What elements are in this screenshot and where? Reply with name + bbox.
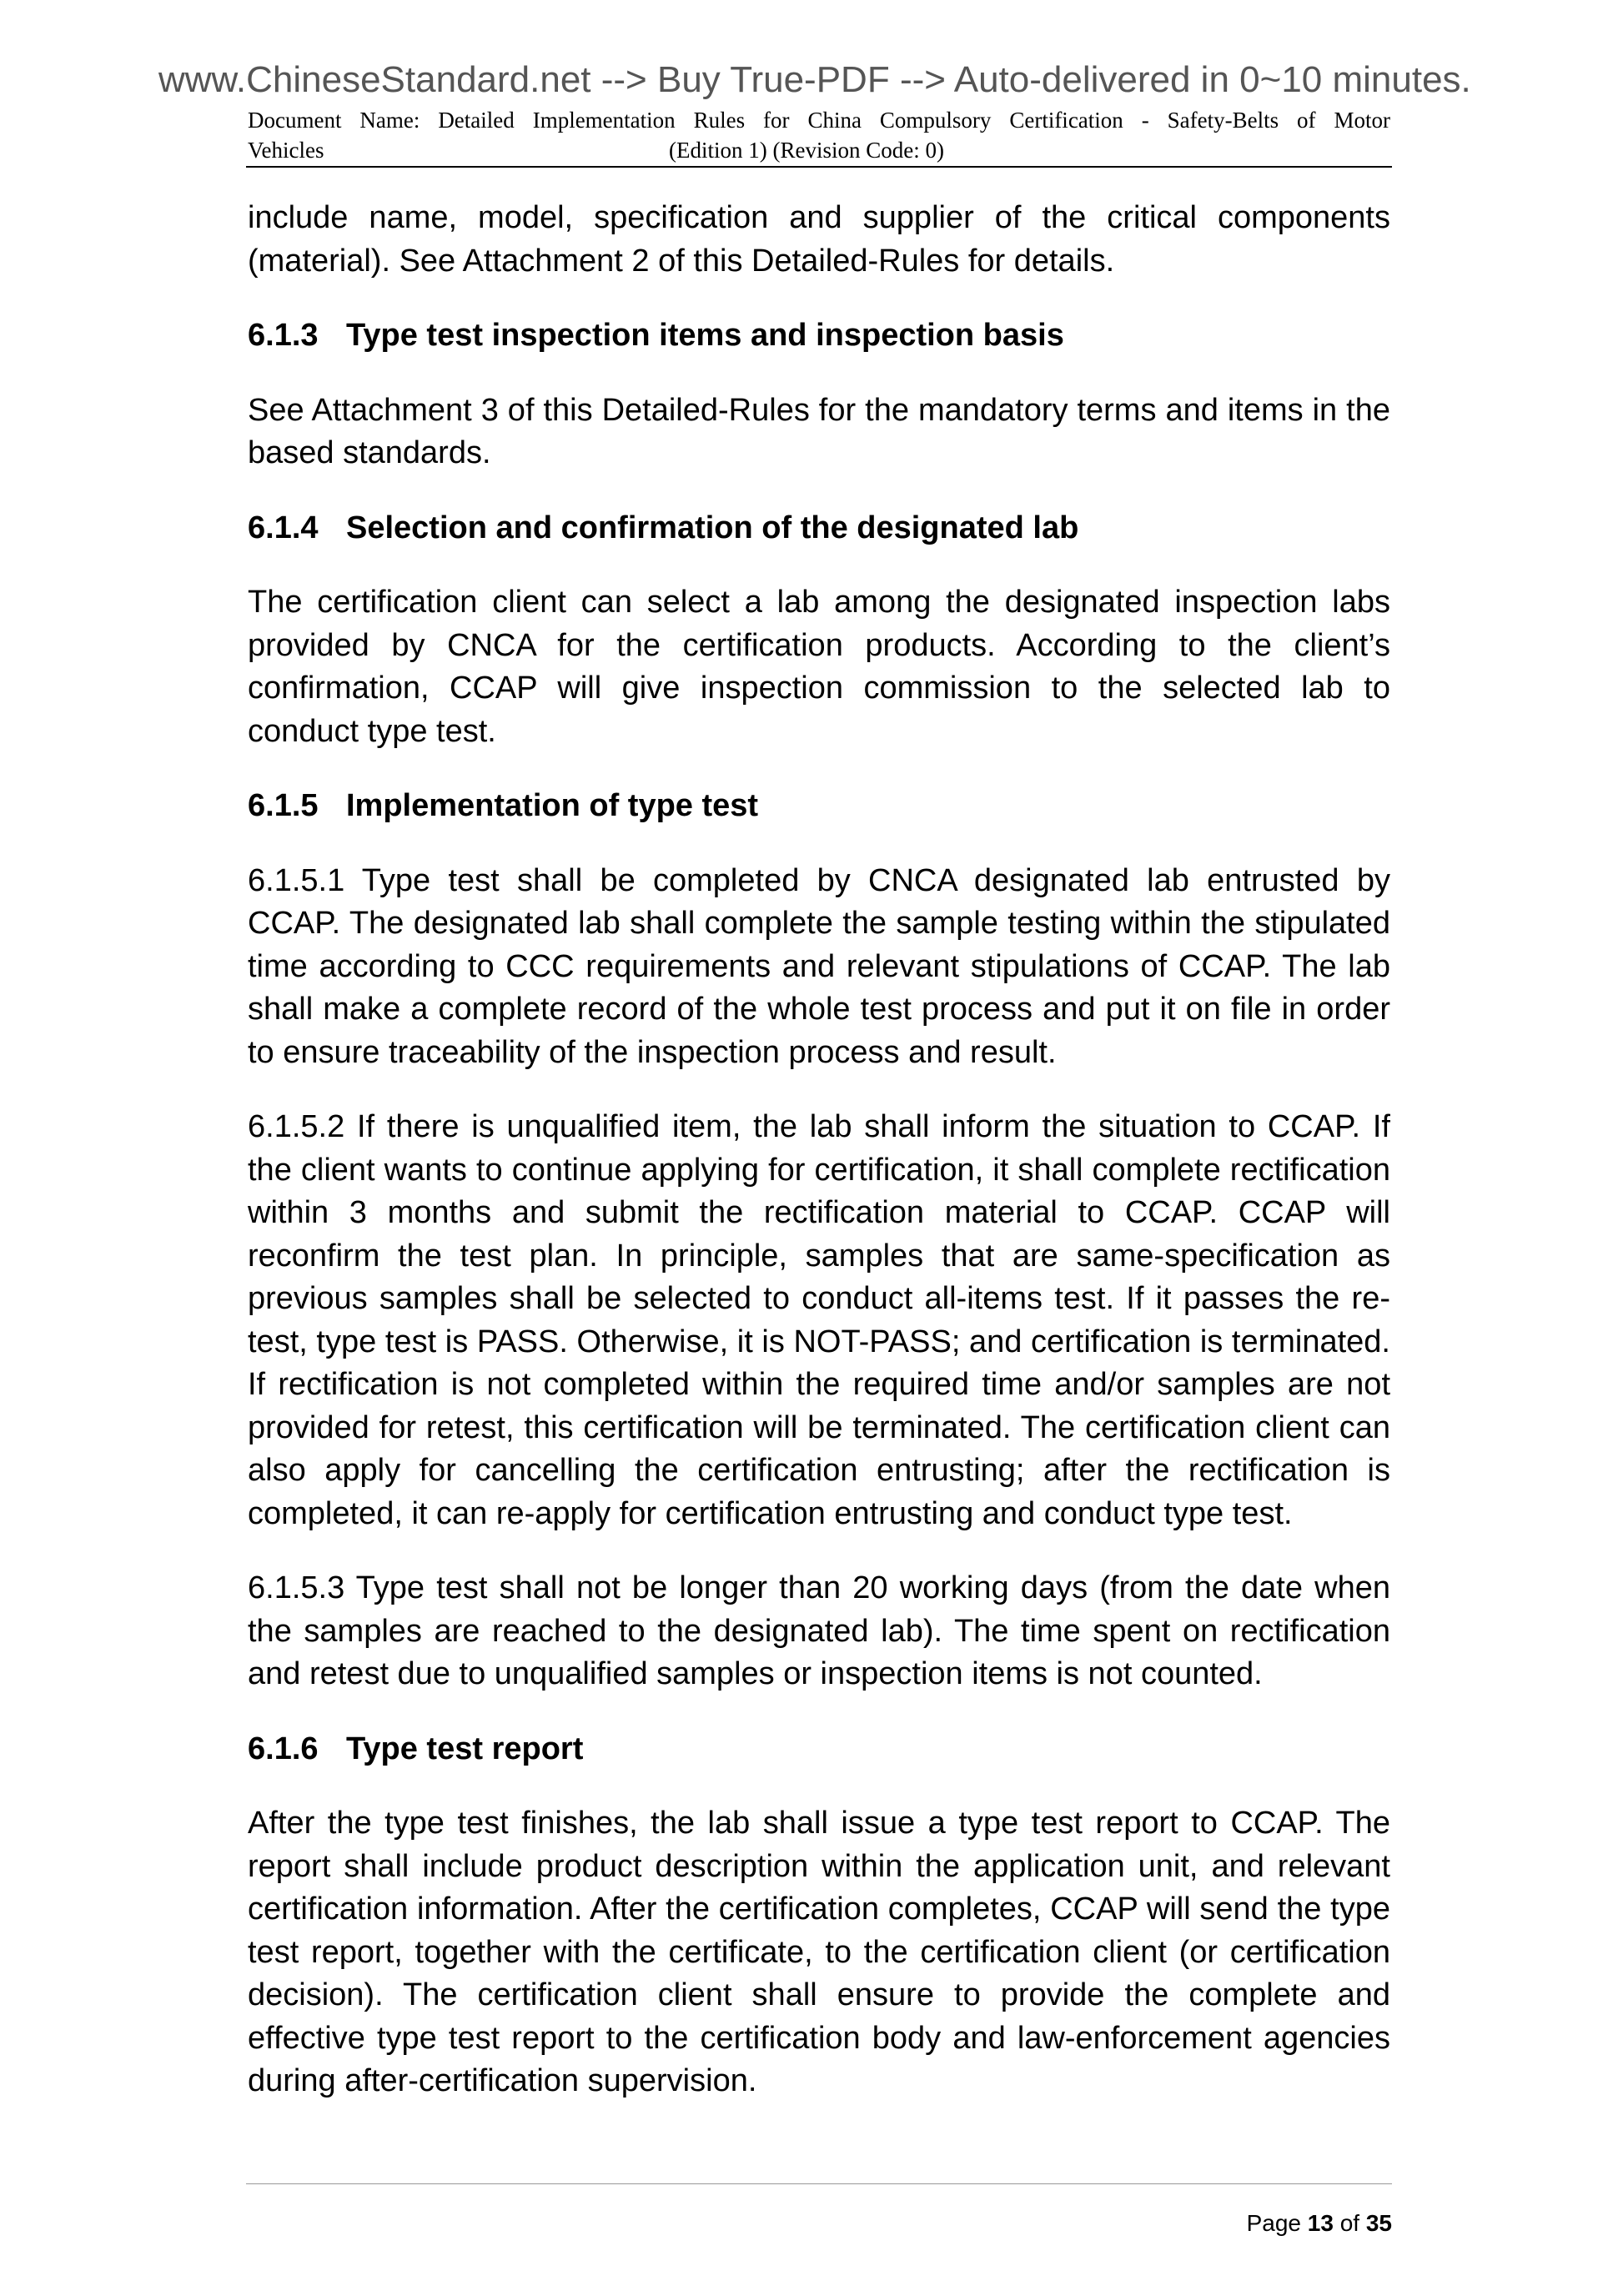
section-title: Selection and confirmation of the designated lab [346, 510, 1079, 545]
section-heading-6-1-5 [248, 785, 1390, 828]
paragraph-6-1-4: The certification client can select a lab among the designated inspection labs provided by CNCA for the certification products. According to the client’s confirmation, CCAP will give inspection commission to the selected lab to conduct type test. [248, 585, 1390, 749]
header-vehicles: Vehicles [248, 138, 324, 163]
page-number [1247, 2210, 1392, 2237]
watermark-banner: www.ChineseStandard.net --> Buy True-PDF --> Auto-delivered in 0~10 minutes. [158, 59, 1471, 100]
paragraph-6-1-5-2: 6.1.5.2 If there is unqualified item, the lab shall inform the situation to CCAP. If the client wants to continue applying for certification, it shall complete rectification within 3 months and submit the rectification material to CCAP. CCAP will reconfirm the test plan. In principle, samples that are same-specification as previous samples shall be selected to conduct all-items test. If it passes the re-test, type test is PASS. Otherwise, it is NOT-PASS; and certification is terminated. If rectification is not completed within the required time and/or samples are not provided for retest, this certification will be terminated. The certification client can also apply for cancelling the certification entrusting; after the rectification is completed, it can re-apply for certification entrusting and conduct type test. [248, 1109, 1390, 1531]
section-number: 6.1.4 [248, 510, 319, 545]
document-body [248, 197, 1390, 2135]
paragraph-6-1-5-1: 6.1.5.1 Type test shall be completed by CNCA designated lab entrusted by CCAP. The designated lab shall complete the sample testing within the stipulated time according to CCC requirements and relevant stipulations of CCAP. The lab shall make a complete record of the whole test process and put it on file in order to ensure traceability of the inspection process and result. [248, 862, 1390, 1070]
page-current: 13 [1307, 2210, 1334, 2236]
section-number: 6.1.5 [248, 788, 319, 823]
header-line-2 [248, 135, 1390, 165]
header-edition: (Edition 1) (Revision Code: 0) [669, 138, 944, 163]
section-heading-6-1-4 [248, 507, 1390, 550]
page-total: 35 [1365, 2210, 1392, 2236]
section-number: 6.1.3 [248, 318, 319, 353]
section-heading-6-1-3 [248, 314, 1390, 358]
paragraph-6-1-5-3: 6.1.5.3 Type test shall not be longer than 20 working days (from the date when the samples are reached to the designated lab). The time spent on rectification and retest due to unqualified samples or inspection items is not counted. [248, 1570, 1390, 1691]
document-header [248, 105, 1390, 165]
page-label: Page [1246, 2210, 1301, 2236]
section-heading-6-1-6 [248, 1728, 1390, 1771]
of-label: of [1339, 2210, 1360, 2236]
paragraph-6-1-6: After the type test finishes, the lab shall issue a type test report to CCAP. The report shall include product description within the application unit, and relevant certification information. After the certification completes, CCAP will send the type test report, together with the certificate, to the certification client (or certification decision). The certification client shall ensure to provide the complete and effective type test report to the certification body and law-enforcement agencies during after-certification supervision. [248, 1806, 1390, 2098]
section-title: Type test report [346, 1731, 584, 1766]
paragraph-6-1-3: See Attachment 3 of this Detailed-Rules for the mandatory terms and items in the based standards. [248, 392, 1390, 470]
header-document-name: Document Name: Detailed Implementation Rules for China Compulsory Certification - Safety-Belts of Motor [248, 108, 1390, 133]
section-title: Type test inspection items and inspection basis [346, 318, 1064, 353]
section-number: 6.1.6 [248, 1731, 319, 1766]
paragraph-intro: include name, model, specification and supplier of the critical components (material). See Attachment 2 of this Detailed-Rules for details. [248, 200, 1390, 279]
footer-divider [246, 2183, 1392, 2184]
header-divider [246, 166, 1392, 168]
section-title: Implementation of type test [346, 788, 759, 823]
